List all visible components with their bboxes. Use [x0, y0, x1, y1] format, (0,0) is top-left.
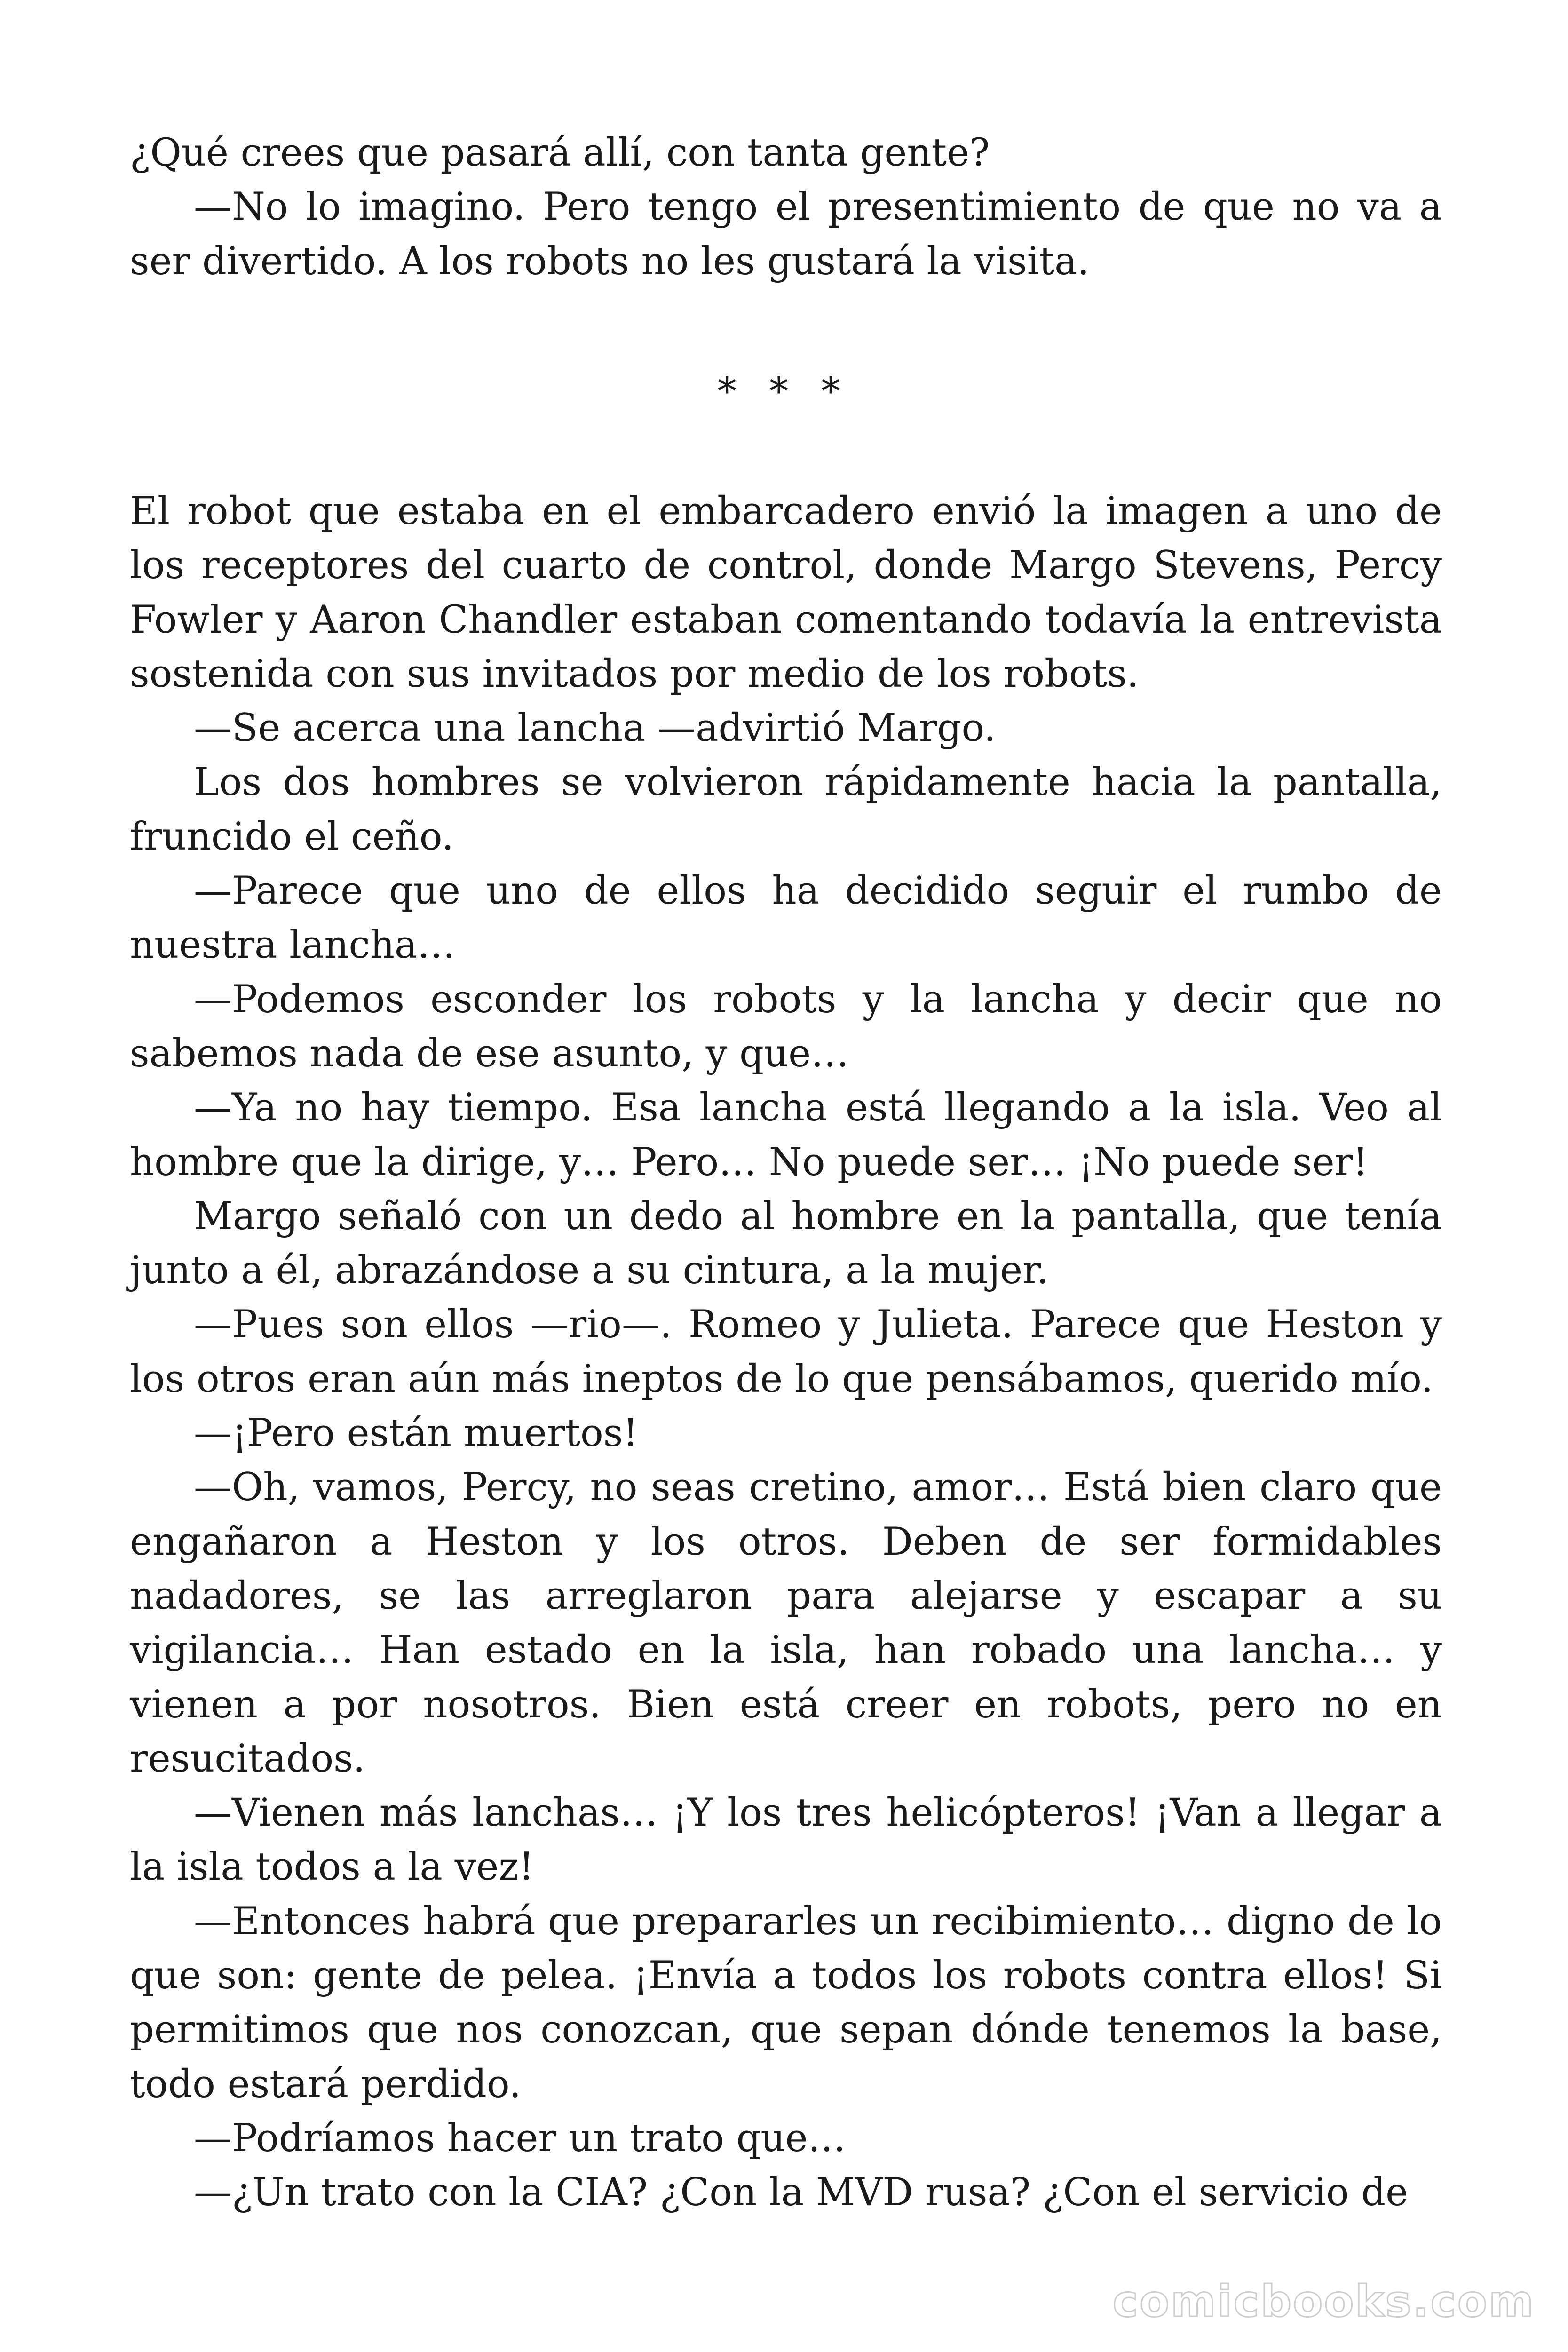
- paragraph: ¿Qué crees que pasará allí, con tanta gente?: [130, 131, 990, 175]
- text-block-main: [130, 485, 1442, 2220]
- paragraph: —Se acerca una lancha —advirtió Margo.: [194, 706, 996, 751]
- paragraph: —Vienen más lanchas… ¡Y los tres helicópteros! ¡Van a llegar a la isla todos a la vez!: [130, 1791, 1442, 1890]
- paragraph: —Pues son ellos —rio—. Romeo y Julieta. Parece que Heston y los otros eran aún más ineptos de lo que pensábamos, querido mío.: [130, 1303, 1442, 1401]
- paragraph: —No lo imagino. Pero tengo el presentimiento de que no va a ser divertido. A los robots no les gustará la visita.: [130, 185, 1442, 284]
- section-separator: * * *: [717, 370, 851, 414]
- site-watermark: comicbooks.com: [1112, 2276, 1535, 2327]
- paragraph: —Podemos esconder los robots y la lancha y decir que no sabemos nada de ese asunto, y que…: [130, 977, 1442, 1076]
- text-block-top: [130, 126, 1442, 289]
- paragraph: Margo señaló con un dedo al hombre en la pantalla, que tenía junto a él, abrazándose a su cintura, a la mujer.: [130, 1194, 1442, 1293]
- paragraph: —Oh, vamos, Percy, no seas cretino, amor… Está bien claro que engañaron a Heston y los otros. Deben de ser formidables nadadores, se las arreglaron para alejarse y escapar a su vigilancia… Han estado en la isla, han robado una lancha… y vienen a por nosotros. Bien está creer en robots, pero no en resucitados.: [130, 1465, 1442, 1781]
- paragraph: Los dos hombres se volvieron rápidamente hacia la pantalla, fruncido el ceño.: [130, 760, 1442, 859]
- paragraph: —Entonces habrá que prepararles un recibimiento… digno de lo que son: gente de pelea. ¡Envía a todos los robots contra ellos! Si permitimos que nos conozcan, que sepan dónde tenemos la base, todo estará perdido.: [130, 1899, 1442, 2106]
- paragraph: —Podríamos hacer un trato que…: [194, 2116, 846, 2161]
- paragraph: El robot que estaba en el embarcadero envió la imagen a uno de los receptores del cuarto de control, donde Margo Stevens, Percy Fowler y Aaron Chandler estaban comentando todavía la entrevista sostenida con sus invitados por medio de los robots.: [130, 489, 1442, 696]
- paragraph: —¡Pero están muertos!: [194, 1411, 638, 1456]
- paragraph: —¿Un trato con la CIA? ¿Con la MVD rusa? ¿Con el servicio de: [194, 2170, 1409, 2215]
- paragraph: —Parece que uno de ellos ha decidido seguir el rumbo de nuestra lancha…: [130, 869, 1442, 968]
- paragraph: —Ya no hay tiempo. Esa lancha está llegando a la isla. Veo al hombre que la dirige, y… Pero… No puede ser… ¡No puede ser!: [130, 1086, 1442, 1184]
